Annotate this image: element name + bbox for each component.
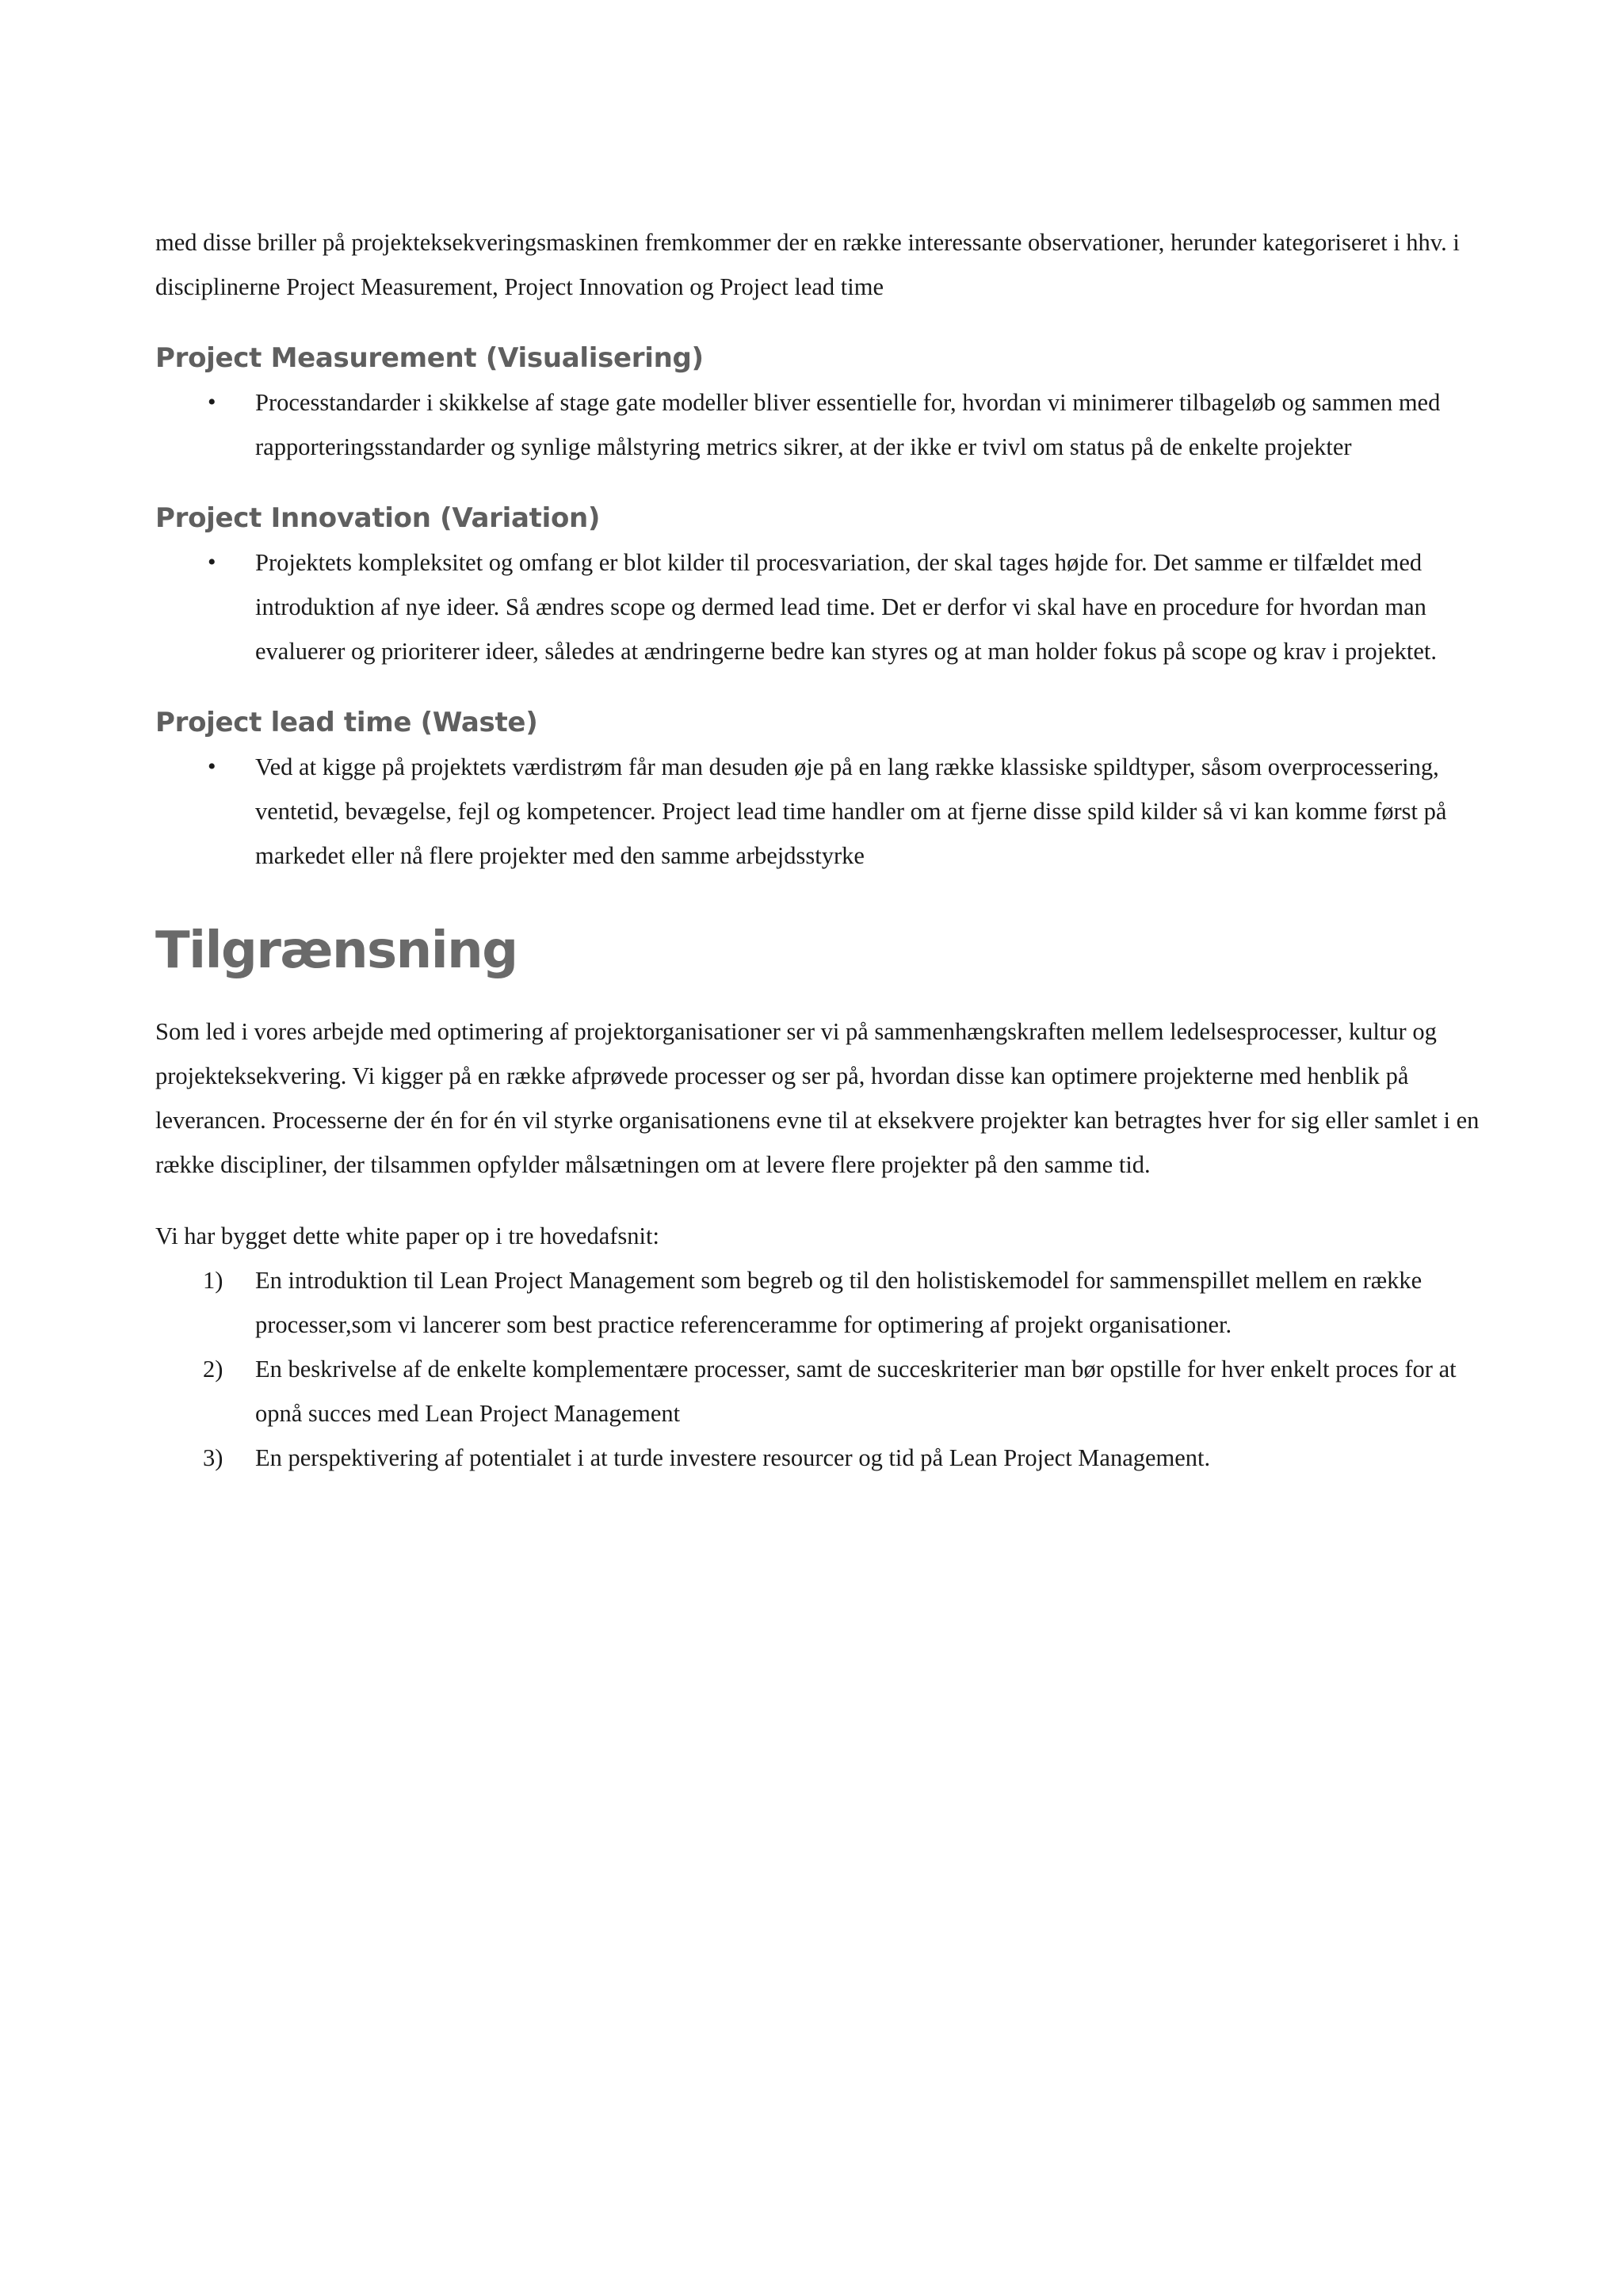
list-item xyxy=(155,745,1487,878)
bullet-list-project-innovation xyxy=(155,540,1487,673)
bullet-text: Ved at kigge på projektets værdistrøm får man desuden øje på en lang række klassiske spildtyper, såsom overprocessering, ventetid, bevægelse, fejl og kompetencer. Project lead time handler om at fjerne disse spild kilder så vi kan komme først på markedet eller nå flere projekter med den samme arbejdsstyrke xyxy=(255,753,1447,869)
document-page xyxy=(155,220,1487,1480)
bullet-symbol: • xyxy=(208,753,216,780)
item-number: 3) xyxy=(203,1444,223,1471)
list-item xyxy=(155,380,1487,469)
bullet-text: Projektets kompleksitet og omfang er blot kilder til procesvariation, der skal tages højde for. Det samme er tilfældet med introduktion af nye ideer. Så ændres scope og dermed lead time. Det er derfor vi skal have en procedure for hvordan man evaluerer og prioriterer ideer, således at ændringerne bedre kan styres og at man holder fokus på scope og krav i projektet. xyxy=(255,549,1438,665)
item-text: En beskrivelse af de enkelte komplementære processer, samt de succeskriterier man bør opstille for hver enkelt proces for at opnå succes med Lean Project Management xyxy=(255,1356,1457,1427)
section-heading-project-innovation: Project Innovation (Variation) xyxy=(155,502,601,534)
item-number: 2) xyxy=(203,1356,223,1383)
list-intro: Vi har bygget dette white paper op i tre hovedafsnit: xyxy=(155,1222,659,1249)
section-heading-project-measurement: Project Measurement (Visualisering) xyxy=(155,342,704,374)
numbered-list-item xyxy=(155,1347,1487,1436)
numbered-list-item xyxy=(155,1258,1487,1347)
list-item xyxy=(155,540,1487,673)
item-text: En introduktion til Lean Project Management som begreb og til den holistiskemodel for sammenspillet mellem en række processer,som vi lancerer som best practice referenceramme for optimering af projekt organisationer. xyxy=(255,1267,1423,1338)
section-heading-project-lead-time: Project lead time (Waste) xyxy=(155,707,538,738)
section-title-tilgraensning: Tilgrænsning xyxy=(155,921,517,980)
bullet-symbol: • xyxy=(208,389,216,415)
delimitation-paragraph: Som led i vores arbejde med optimering af projektorganisationer ser vi på sammenhængskraften mellem ledelsesprocesser, kultur og projekteksekvering. Vi kigger på en række afprøvede processer og ser på, hvordan disse kan optimere projekterne med henblik på leverancen. Processerne der én for én vil styrke organisationens evne til at eksekvere projekter kan betragtes hver for sig eller samlet i en række discipliner, der tilsammen opfylder målsætningen om at levere flere projekter på den samme tid. xyxy=(155,1018,1480,1178)
bullet-list-project-lead-time xyxy=(155,745,1487,878)
numbered-list-item xyxy=(155,1436,1487,1480)
bullet-symbol: • xyxy=(208,549,216,575)
item-text: En perspektivering af potentialet i at turde investere resourcer og tid på Lean Project Management. xyxy=(255,1444,1211,1471)
item-number: 1) xyxy=(203,1267,223,1294)
bullet-text: Processtandarder i skikkelse af stage gate modeller bliver essentielle for, hvordan vi minimerer tilbageløb og sammen med rapporteringsstandarder og synlige målstyring metrics sikrer, at der ikke er tvivl om status på de enkelte projekter xyxy=(255,389,1441,460)
numbered-list xyxy=(155,1258,1487,1480)
intro-paragraph: med disse briller på projekteksekveringsmaskinen fremkommer der en række interessante observationer, herunder kategoriseret i hhv. i disciplinerne Project Measurement, Project Innovation og Project lead time xyxy=(155,229,1460,300)
bullet-list-project-measurement xyxy=(155,380,1487,469)
